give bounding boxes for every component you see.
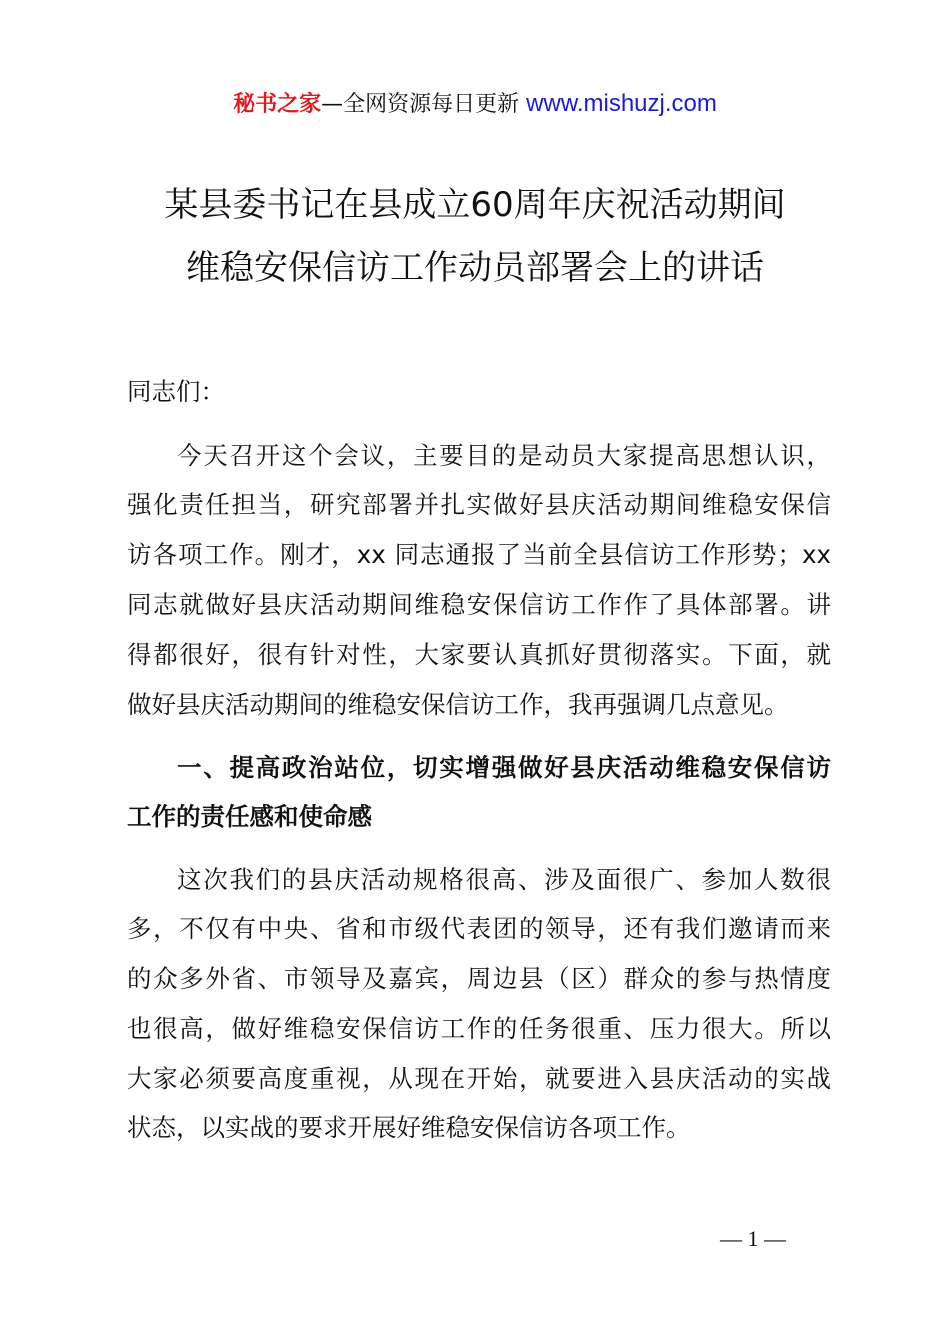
title-line-2: 维稳安保信访工作动员部署会上的讲话 xyxy=(186,248,764,288)
paragraph-line: 也很高，做好维稳安保信访工作的任务很重、压力很大。所以 xyxy=(127,1014,831,1043)
paragraph-line: 多，不仅有中央、省和市级代表团的领导，还有我们邀请而来 xyxy=(127,914,831,943)
paragraph-line: 同志就做好县庆活动期间维稳安保信访工作作了具体部署。讲 xyxy=(127,590,831,619)
section-heading-line: 一、提高政治站位，切实增强做好县庆活动维稳安保信访 xyxy=(177,753,831,782)
site-header xyxy=(0,88,950,121)
slogan: —全网资源每日更新 xyxy=(321,92,527,117)
paragraph-line: 今天召开这个会议，主要目的是动员大家提高思想认识， xyxy=(177,441,831,470)
paragraph-line: 大家必须要高度重视，从现在开始，就要进入县庆活动的实战 xyxy=(127,1064,831,1093)
title-line-1: 某县委书记在县成立60周年庆祝活动期间 xyxy=(164,185,786,225)
paragraph-line: 强化责任担当，研究部署并扎实做好县庆活动期间维稳安保信 xyxy=(127,490,831,519)
paragraph-line: 状态，以实战的要求开展好维稳安保信访各项工作。 xyxy=(127,1113,691,1142)
salutation: 同志们： xyxy=(127,377,225,406)
paragraph-line: 这次我们的县庆活动规格很高、涉及面很广、参加人数很 xyxy=(177,865,831,894)
paragraph-line: 的众多外省、市领导及嘉宾，周边县（区）群众的参与热情度 xyxy=(127,964,831,993)
paragraph-line: 得都很好，很有针对性，大家要认真抓好贯彻落实。下面，就 xyxy=(127,640,831,669)
site-url[interactable]: www.mishuzj.com xyxy=(526,90,717,117)
paragraph-line: 访各项工作。刚才，xx 同志通报了当前全县信访工作形势；xx xyxy=(127,540,831,569)
brand-name: 秘书之家 xyxy=(233,92,322,117)
paragraph-line: 做好县庆活动期间的维稳安保信访工作，我再强调几点意见。 xyxy=(127,690,789,719)
page-number: — 1 — xyxy=(720,1226,786,1251)
section-heading-line: 工作的责任感和使命感 xyxy=(127,802,372,831)
